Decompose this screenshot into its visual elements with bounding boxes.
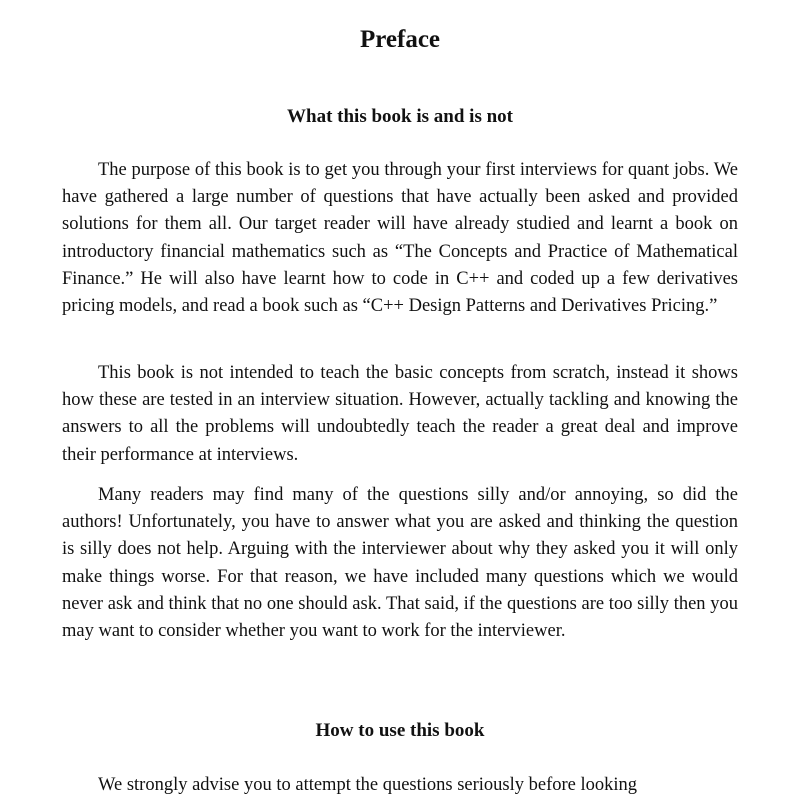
paragraph-silly-questions: Many readers may find many of the questions silly and/or annoying, so did the authors! Unfortunately, you have to answer what you are asked and thinking the question is silly does not help. Arguing with the interviewer about why they asked you it will only make things worse. For that reason, we have included many questions which we would never ask and think that no one should ask. That said, if the questions are too silly then you may want to consider whether you want to work for the interviewer. (62, 485, 738, 642)
paragraph-purpose: The purpose of this book is to get you through your first interviews for quant jobs. We have gathered a large number of questions that have actually been asked and provided solutions for them all. Our target reader will have already studied and learnt a book on introductory financial mathematics such as “The Concepts and Practice of Mathematical Finance.” He will also have learnt how to code in C++ and coded up a few derivatives pricing models, and read a book such as “C++ Design Patterns and Derivatives Pricing.” (62, 160, 738, 317)
section-heading-how-to-use: How to use this book (315, 720, 485, 741)
section-heading-what-this-book-is: What this book is and is not (287, 106, 513, 127)
paragraph-advice: We strongly advise you to attempt the questions seriously before looking (98, 775, 638, 795)
paragraph-not-intended: This book is not intended to teach the basic concepts from scratch, instead it shows how these are tested in an interview situation. However, actually tackling and knowing the answers to all the problems will undoubtedly teach the reader a great deal and improve their performance at interviews. (62, 363, 738, 465)
chapter-title: Preface (359, 26, 441, 53)
